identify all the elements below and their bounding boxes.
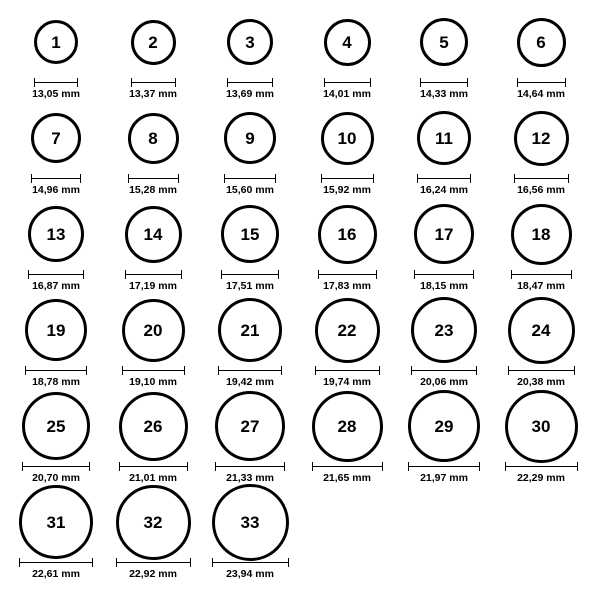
ring-measurement [514, 174, 569, 196]
ring-size-label: 23 [434, 320, 454, 340]
ring-circle-wrap [25, 298, 87, 362]
ring-size-label: 10 [337, 128, 357, 148]
ring-diameter-label: 16,24 mm [420, 184, 468, 196]
ring-size-cell[interactable] [105, 106, 201, 196]
ring-size-cell[interactable] [202, 298, 298, 388]
ring-size-label: 15 [240, 224, 260, 244]
caliper-icon [22, 462, 90, 470]
ring-diameter-label: 20,06 mm [420, 376, 468, 388]
ring-measurement [226, 78, 274, 100]
ring-circle-wrap [417, 106, 471, 170]
ring-circle-icon [122, 299, 185, 362]
ring-circle-wrap [514, 106, 569, 170]
ring-measurement [218, 366, 282, 388]
ring-diameter-label: 14,33 mm [420, 88, 468, 100]
ring-size-cell[interactable] [493, 10, 589, 100]
ring-measurement [122, 366, 185, 388]
ring-size-cell[interactable] [202, 10, 298, 100]
ring-measurement [408, 462, 480, 484]
ring-measurement [321, 174, 374, 196]
ring-size-cell[interactable] [8, 298, 104, 388]
ring-size-cell[interactable] [202, 106, 298, 196]
ring-size-cell[interactable] [493, 298, 589, 388]
ring-measurement [420, 78, 468, 100]
ring-size-label: 13 [46, 224, 66, 244]
ring-circle-wrap [116, 490, 191, 554]
ring-measurement [215, 462, 285, 484]
ring-circle-wrap [22, 394, 90, 458]
ring-circle-icon [324, 19, 371, 66]
ring-circle-icon [22, 392, 90, 460]
caliper-icon [116, 558, 191, 566]
ring-size-cell[interactable] [105, 10, 201, 100]
ring-size-label: 3 [245, 32, 255, 52]
ring-size-cell[interactable] [299, 10, 395, 100]
ring-circle-icon [227, 19, 273, 65]
ring-size-label: 4 [342, 32, 352, 52]
ring-circle-wrap [218, 298, 282, 362]
caliper-icon [312, 462, 383, 470]
ring-size-cell[interactable] [202, 490, 298, 580]
ring-measurement [19, 558, 93, 580]
ring-circle-wrap [420, 10, 468, 74]
ring-circle-wrap [318, 202, 377, 266]
ring-diameter-label: 15,92 mm [323, 184, 371, 196]
caliper-icon [517, 78, 566, 86]
ring-circle-icon [212, 484, 289, 561]
ring-measurement [212, 558, 289, 580]
ring-size-label: 21 [240, 320, 260, 340]
ring-row [8, 202, 592, 298]
ring-measurement [511, 270, 572, 292]
ring-size-label: 33 [240, 512, 260, 532]
caliper-icon [508, 366, 575, 374]
caliper-icon [224, 174, 276, 182]
ring-circle-icon [315, 298, 380, 363]
ring-size-cell[interactable] [202, 202, 298, 292]
ring-circle-icon [116, 485, 191, 560]
ring-measurement [119, 462, 188, 484]
ring-circle-wrap [411, 298, 477, 362]
ring-diameter-label: 20,70 mm [32, 472, 80, 484]
ring-size-label: 25 [46, 416, 66, 436]
ring-size-cell[interactable] [8, 106, 104, 196]
ring-circle-wrap [28, 202, 84, 266]
ring-diameter-label: 21,33 mm [226, 472, 274, 484]
ring-row [8, 394, 592, 490]
ring-measurement [32, 78, 80, 100]
ring-size-cell[interactable] [396, 202, 492, 292]
ring-circle-wrap [31, 106, 81, 170]
caliper-icon [131, 78, 176, 86]
ring-size-label: 1 [51, 32, 61, 52]
ring-measurement [505, 462, 578, 484]
caliper-icon [511, 270, 572, 278]
ring-size-cell[interactable] [396, 394, 492, 484]
ring-circle-wrap [511, 202, 572, 266]
ring-measurement [31, 174, 81, 196]
ring-size-label: 20 [143, 320, 163, 340]
ring-circle-icon [414, 204, 474, 264]
ring-measurement [411, 366, 477, 388]
ring-diameter-label: 13,69 mm [226, 88, 274, 100]
ring-size-label: 5 [439, 32, 449, 52]
ring-size-cell[interactable] [396, 106, 492, 196]
ring-measurement [22, 462, 90, 484]
caliper-icon [414, 270, 474, 278]
ring-size-label: 18 [531, 224, 551, 244]
caliper-icon [514, 174, 569, 182]
ring-circle-wrap [517, 10, 566, 74]
ring-diameter-label: 22,92 mm [129, 568, 177, 580]
ring-circle-wrap [321, 106, 374, 170]
ring-diameter-label: 15,60 mm [226, 184, 274, 196]
ring-size-label: 12 [531, 128, 551, 148]
ring-circle-wrap [128, 106, 179, 170]
ring-measurement [28, 270, 84, 292]
ring-circle-wrap [408, 394, 480, 458]
ring-circle-wrap [227, 10, 273, 74]
ring-diameter-label: 13,37 mm [129, 88, 177, 100]
caliper-icon [321, 174, 374, 182]
ring-circle-icon [408, 390, 480, 462]
caliper-icon [221, 270, 279, 278]
ring-size-cell[interactable] [8, 10, 104, 100]
ring-circle-icon [131, 20, 176, 65]
ring-circle-wrap [221, 202, 279, 266]
ring-diameter-label: 22,61 mm [32, 568, 80, 580]
caliper-icon [411, 366, 477, 374]
ring-size-label: 14 [143, 224, 163, 244]
caliper-icon [218, 366, 282, 374]
ring-measurement [508, 366, 575, 388]
ring-diameter-label: 15,28 mm [129, 184, 177, 196]
ring-size-cell[interactable] [105, 298, 201, 388]
ring-circle-icon [312, 391, 383, 462]
ring-measurement [116, 558, 191, 580]
ring-circle-wrap [508, 298, 575, 362]
ring-size-label: 11 [435, 128, 453, 148]
ring-size-label: 29 [434, 416, 454, 436]
ring-size-cell[interactable] [493, 394, 589, 484]
ring-size-cell[interactable] [493, 202, 589, 292]
ring-circle-wrap [312, 394, 383, 458]
caliper-icon [318, 270, 377, 278]
ring-size-cell[interactable] [202, 394, 298, 484]
ring-circle-wrap [119, 394, 188, 458]
ring-circle-wrap [131, 10, 176, 74]
ring-diameter-label: 18,15 mm [420, 280, 468, 292]
ring-size-cell[interactable] [105, 490, 201, 580]
ring-circle-icon [215, 391, 285, 461]
ring-circle-icon [517, 18, 566, 67]
ring-size-label: 31 [46, 512, 66, 532]
ring-measurement [224, 174, 276, 196]
ring-size-label: 17 [434, 224, 454, 244]
ring-measurement [417, 174, 471, 196]
ring-circle-wrap [315, 298, 380, 362]
ring-diameter-label: 21,65 mm [323, 472, 371, 484]
ring-diameter-label: 19,42 mm [226, 376, 274, 388]
caliper-icon [28, 270, 84, 278]
caliper-icon [128, 174, 179, 182]
ring-row [8, 106, 592, 202]
ring-row [8, 10, 592, 106]
ring-size-cell[interactable] [105, 202, 201, 292]
ring-circle-icon [34, 20, 78, 64]
ring-size-label: 9 [245, 128, 255, 148]
ring-size-label: 24 [531, 320, 551, 340]
ring-diameter-label: 21,97 mm [420, 472, 468, 484]
caliper-icon [324, 78, 371, 86]
ring-circle-icon [514, 111, 569, 166]
ring-circle-icon [31, 113, 81, 163]
ring-circle-wrap [215, 394, 285, 458]
ring-measurement [414, 270, 474, 292]
ring-circle-wrap [224, 106, 276, 170]
ring-circle-icon [125, 206, 182, 263]
ring-size-cell[interactable] [299, 202, 395, 292]
ring-size-cell[interactable] [396, 298, 492, 388]
ring-measurement [129, 78, 177, 100]
caliper-icon [125, 270, 182, 278]
ring-circle-icon [218, 298, 282, 362]
ring-diameter-label: 21,01 mm [129, 472, 177, 484]
caliper-icon [215, 462, 285, 470]
ring-size-cell[interactable] [105, 394, 201, 484]
caliper-icon [417, 174, 471, 182]
ring-circle-icon [224, 112, 276, 164]
ring-diameter-label: 18,78 mm [32, 376, 80, 388]
ring-circle-icon [28, 206, 84, 262]
ring-circle-icon [508, 297, 575, 364]
ring-circle-icon [221, 205, 279, 263]
ring-size-label: 7 [51, 128, 61, 148]
ring-diameter-label: 13,05 mm [32, 88, 80, 100]
ring-circle-wrap [125, 202, 182, 266]
ring-row [8, 298, 592, 394]
ring-measurement [312, 462, 383, 484]
ring-size-label: 8 [148, 128, 158, 148]
ring-size-cell[interactable] [8, 394, 104, 484]
ring-circle-icon [318, 205, 377, 264]
ring-diameter-label: 19,10 mm [129, 376, 177, 388]
ring-diameter-label: 19,74 mm [323, 376, 371, 388]
ring-diameter-label: 20,38 mm [517, 376, 565, 388]
ring-diameter-label: 18,47 mm [517, 280, 565, 292]
ring-size-label: 30 [531, 416, 551, 436]
ring-size-cell[interactable] [299, 394, 395, 484]
ring-circle-icon [511, 204, 572, 265]
ring-size-label: 27 [240, 416, 260, 436]
ring-size-cell[interactable] [493, 106, 589, 196]
ring-circle-icon [128, 113, 179, 164]
ring-measurement [25, 366, 87, 388]
caliper-icon [31, 174, 81, 182]
ring-circle-wrap [324, 10, 371, 74]
ring-diameter-label: 17,19 mm [129, 280, 177, 292]
ring-diameter-label: 17,51 mm [226, 280, 274, 292]
ring-circle-icon [25, 299, 87, 361]
ring-circle-wrap [212, 490, 289, 554]
ring-size-label: 26 [143, 416, 163, 436]
caliper-icon [25, 366, 87, 374]
ring-circle-icon [417, 111, 471, 165]
ring-size-cell[interactable] [299, 106, 395, 196]
ring-diameter-label: 23,94 mm [226, 568, 274, 580]
ring-measurement [125, 270, 182, 292]
ring-diameter-label: 14,01 mm [323, 88, 371, 100]
caliper-icon [122, 366, 185, 374]
ring-measurement [221, 270, 279, 292]
ring-size-label: 32 [143, 512, 163, 532]
ring-diameter-label: 16,56 mm [517, 184, 565, 196]
ring-size-cell[interactable] [8, 490, 104, 580]
ring-circle-wrap [414, 202, 474, 266]
caliper-icon [315, 366, 380, 374]
ring-circle-icon [321, 112, 374, 165]
ring-circle-icon [119, 392, 188, 461]
ring-circle-wrap [19, 490, 93, 554]
ring-size-label: 28 [337, 416, 357, 436]
caliper-icon [227, 78, 273, 86]
caliper-icon [408, 462, 480, 470]
ring-circle-wrap [34, 10, 78, 74]
ring-size-cell[interactable] [8, 202, 104, 292]
ring-measurement [517, 78, 566, 100]
ring-diameter-label: 14,96 mm [32, 184, 80, 196]
ring-circle-icon [505, 390, 578, 463]
ring-size-label: 2 [148, 32, 158, 52]
ring-measurement [318, 270, 377, 292]
ring-diameter-label: 14,64 mm [517, 88, 565, 100]
ring-circle-wrap [122, 298, 185, 362]
ring-size-label: 16 [337, 224, 357, 244]
ring-measurement [128, 174, 179, 196]
ring-diameter-label: 17,83 mm [323, 280, 371, 292]
ring-size-label: 19 [46, 320, 66, 340]
ring-size-label: 22 [337, 320, 357, 340]
ring-measurement [323, 78, 371, 100]
caliper-icon [119, 462, 188, 470]
ring-circle-icon [420, 18, 468, 66]
ring-measurement [315, 366, 380, 388]
caliper-icon [212, 558, 289, 566]
ring-circle-wrap [505, 394, 578, 458]
ring-size-label: 6 [536, 32, 546, 52]
caliper-icon [505, 462, 578, 470]
ring-circle-icon [411, 297, 477, 363]
ring-diameter-label: 22,29 mm [517, 472, 565, 484]
caliper-icon [420, 78, 468, 86]
caliper-icon [34, 78, 78, 86]
ring-circle-icon [19, 485, 93, 559]
ring-size-cell[interactable] [299, 298, 395, 388]
ring-row [8, 490, 592, 586]
ring-diameter-label: 16,87 mm [32, 280, 80, 292]
ring-size-cell[interactable] [396, 10, 492, 100]
caliper-icon [19, 558, 93, 566]
